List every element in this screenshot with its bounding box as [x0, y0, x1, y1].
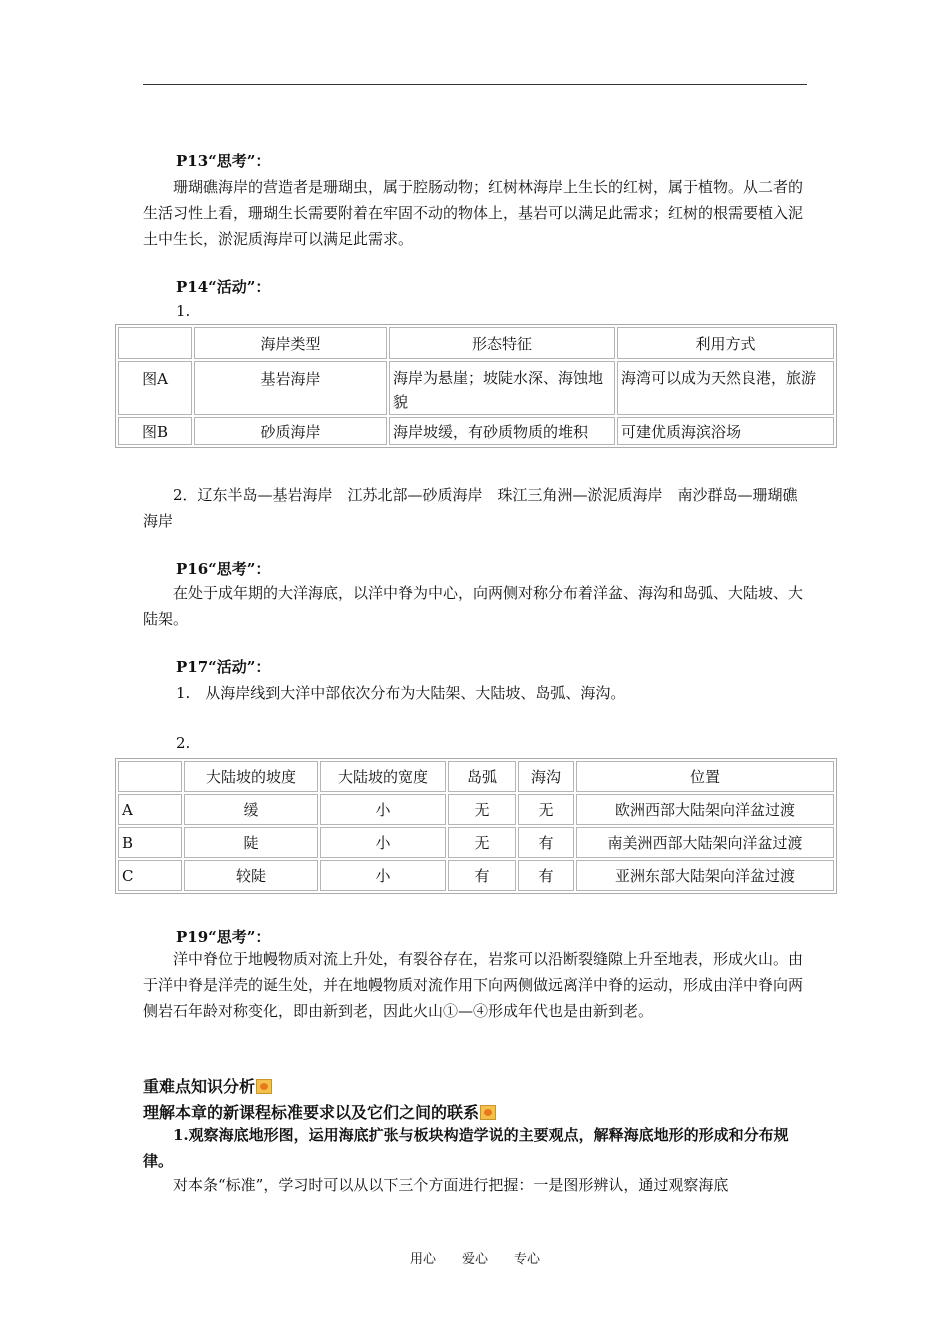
table-cell: 海岸坡缓，有砂质物质的堆积 [389, 417, 615, 445]
p19-heading: P19“思考”： [176, 928, 271, 946]
p16-heading: P16“思考”： [176, 560, 271, 578]
analysis-subtitle [143, 1100, 496, 1123]
table-header-row [118, 761, 834, 792]
folder-icon [256, 1079, 272, 1094]
p14-heading: P14“活动”： [176, 278, 271, 296]
p14-item1: 1. [176, 302, 191, 320]
p16-body: 在处于成年期的大洋海底，以洋中脊为中心，向两侧对称分布着洋盆、海沟和岛弧、大陆坡、大陆架。 [143, 584, 804, 628]
table-cell: 有 [448, 860, 516, 891]
table-cell: 缓 [184, 794, 318, 825]
p13-heading: P13“思考”： [176, 152, 271, 170]
table-header-cell: 大陆坡的宽度 [320, 761, 446, 792]
table-cell: 亚洲东部大陆架向洋盆过渡 [576, 860, 834, 891]
analysis-title-text: 重难点知识分析 [143, 1077, 256, 1096]
table-cell: 陡 [184, 827, 318, 858]
table-cell: 小 [320, 827, 446, 858]
table-cell: 砂质海岸 [194, 417, 387, 445]
table-cell: 海湾可以成为天然良港，旅游 [617, 361, 834, 415]
analysis-subtitle-text: 理解本章的新课程标准要求以及它们之间的联系 [143, 1103, 480, 1122]
table-header-cell: 岛弧 [448, 761, 516, 792]
table-cell: C [118, 860, 182, 891]
table-header-cell: 利用方式 [617, 327, 834, 359]
table-cell: 可建优质海滨浴场 [617, 417, 834, 445]
table-cell: 无 [518, 794, 574, 825]
analysis-paragraph: 对本条“标准”，学习时可以从以下三个方面进行把握：一是图形辨认，通过观察海底 [173, 1176, 729, 1194]
table-cell: 基岩海岸 [194, 361, 387, 415]
table-cell: 图B [118, 417, 192, 445]
table-cell: A [118, 794, 182, 825]
continental-slope-table [115, 758, 837, 894]
table-row [118, 417, 834, 445]
p17-item2: 2. [176, 734, 191, 752]
table-cell: 南美洲西部大陆架向洋盆过渡 [576, 827, 834, 858]
table-header-cell: 大陆坡的坡度 [184, 761, 318, 792]
table-cell: 有 [518, 860, 574, 891]
table-cell: 无 [448, 827, 516, 858]
table-header-cell [118, 761, 182, 792]
table-cell: 图A [118, 361, 192, 415]
p13-body: 珊瑚礁海岸的营造者是珊瑚虫，属于腔肠动物；红树林海岸上生长的红树，属于植物。从二者的生活习性上看，珊瑚生长需要附着在牢固不动的物体上，基岩可以满足此需求；红树的根需要植入泥土中生长，淤泥质海岸可以满足此需求。 [143, 178, 804, 248]
folder-icon [480, 1105, 496, 1120]
table-cell: 海岸为悬崖；坡陡水深、海蚀地貌 [389, 361, 615, 415]
table-header-cell [118, 327, 192, 359]
p14-item2: 2．辽东半岛—基岩海岸 江苏北部—砂质海岸 珠江三角洲—淤泥质海岸 南沙群岛—珊瑚礁海岸 [143, 486, 798, 530]
p17-item1: 1. 从海岸线到大洋中部依次分布为大陆架、大陆坡、岛弧、海沟。 [176, 684, 626, 702]
table-row [118, 827, 834, 858]
page-footer: 用心 爱心 专心 [409, 1252, 540, 1267]
table-header-cell: 形态特征 [389, 327, 615, 359]
table-header-cell: 海岸类型 [194, 327, 387, 359]
table-cell: 小 [320, 794, 446, 825]
table-header-cell: 位置 [576, 761, 834, 792]
table-cell: 有 [518, 827, 574, 858]
table-row [118, 794, 834, 825]
p17-heading: P17“活动”： [176, 658, 271, 676]
table-header-cell: 海沟 [518, 761, 574, 792]
table-cell: B [118, 827, 182, 858]
analysis-point1: 1.观察海底地形图，运用海底扩张与板块构造学说的主要观点，解释海底地形的形成和分布规律。 [143, 1126, 789, 1170]
header-rule [143, 84, 807, 85]
analysis-title [143, 1074, 272, 1097]
p19-body: 洋中脊位于地幔物质对流上升处，有裂谷存在，岩浆可以沿断裂缝隙上升至地表，形成火山。由于洋中脊是洋壳的诞生处，并在地幔物质对流作用下向两侧做远离洋中脊的运动，形成由洋中脊向两侧岩石年龄对称变化，即由新到老，因此火山①—④形成年代也是由新到老。 [143, 950, 804, 1020]
table-cell: 小 [320, 860, 446, 891]
table-row [118, 361, 834, 415]
coast-type-table [115, 324, 837, 448]
table-cell: 较陡 [184, 860, 318, 891]
table-row [118, 860, 834, 891]
table-cell: 无 [448, 794, 516, 825]
table-header-row [118, 327, 834, 359]
table-cell: 欧洲西部大陆架向洋盆过渡 [576, 794, 834, 825]
